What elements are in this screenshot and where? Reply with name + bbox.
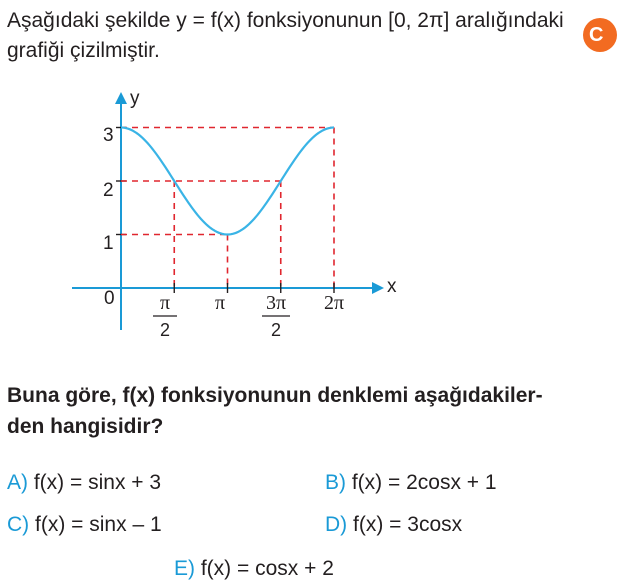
y-tick-label-2: 2 <box>103 180 114 201</box>
x-tick-labels <box>153 292 344 340</box>
option-letter: B) <box>325 471 346 494</box>
x-tick-pi-over-2 <box>153 292 177 340</box>
y-tick-label-1: 1 <box>103 233 114 254</box>
x-tick-pi: π <box>214 292 226 314</box>
x-tick-3pi-over-2 <box>262 292 290 340</box>
x-tick-numerator: π <box>159 292 171 314</box>
option-a[interactable] <box>7 470 161 496</box>
y-axis-label: y <box>130 88 140 109</box>
option-text: f(x) = 2cosx + 1 <box>351 471 497 494</box>
answer-badge: C <box>583 18 617 52</box>
option-text: f(x) = cosx + 2 <box>200 557 334 580</box>
x-tick-2pi: 2π <box>323 292 345 314</box>
origin-label: 0 <box>104 288 115 309</box>
option-text: f(x) = sinx – 1 <box>35 513 162 536</box>
option-letter: D) <box>325 513 348 536</box>
option-c[interactable] <box>7 512 162 538</box>
x-tick-numerator: 3π <box>265 292 287 314</box>
option-e[interactable] <box>174 556 334 582</box>
option-letter: E) <box>174 557 195 580</box>
question-prompt <box>7 380 592 442</box>
x-tick-denominator: 2 <box>270 320 282 340</box>
option-letter: A) <box>7 471 28 494</box>
option-text: f(x) = sinx + 3 <box>33 471 162 494</box>
option-d[interactable] <box>325 512 462 538</box>
option-b[interactable] <box>325 470 497 496</box>
question-prompt-line-2: den hangisidir? <box>7 415 164 438</box>
y-axis-arrow-icon <box>115 92 127 104</box>
x-axis-arrow-icon <box>372 282 384 294</box>
option-text: f(x) = 3cosx <box>353 513 463 536</box>
y-tick-label-3: 3 <box>103 125 114 146</box>
question-intro-line-1: Aşağıdaki şekilde y = f(x) fonksiyonunun [0, 2π] aralığındaki <box>7 9 564 32</box>
question-prompt-line-1: Buna göre, f(x) fonksiyonunun denklemi aşağıdakiler- <box>7 384 543 407</box>
y-tick-labels <box>103 125 114 254</box>
x-tick-denominator: 2 <box>159 320 171 340</box>
option-letter: C) <box>7 513 30 536</box>
question-intro-line-2: grafiği çizilmiştir. <box>7 39 160 62</box>
x-axis-label: x <box>387 276 397 297</box>
function-curve <box>121 128 334 235</box>
